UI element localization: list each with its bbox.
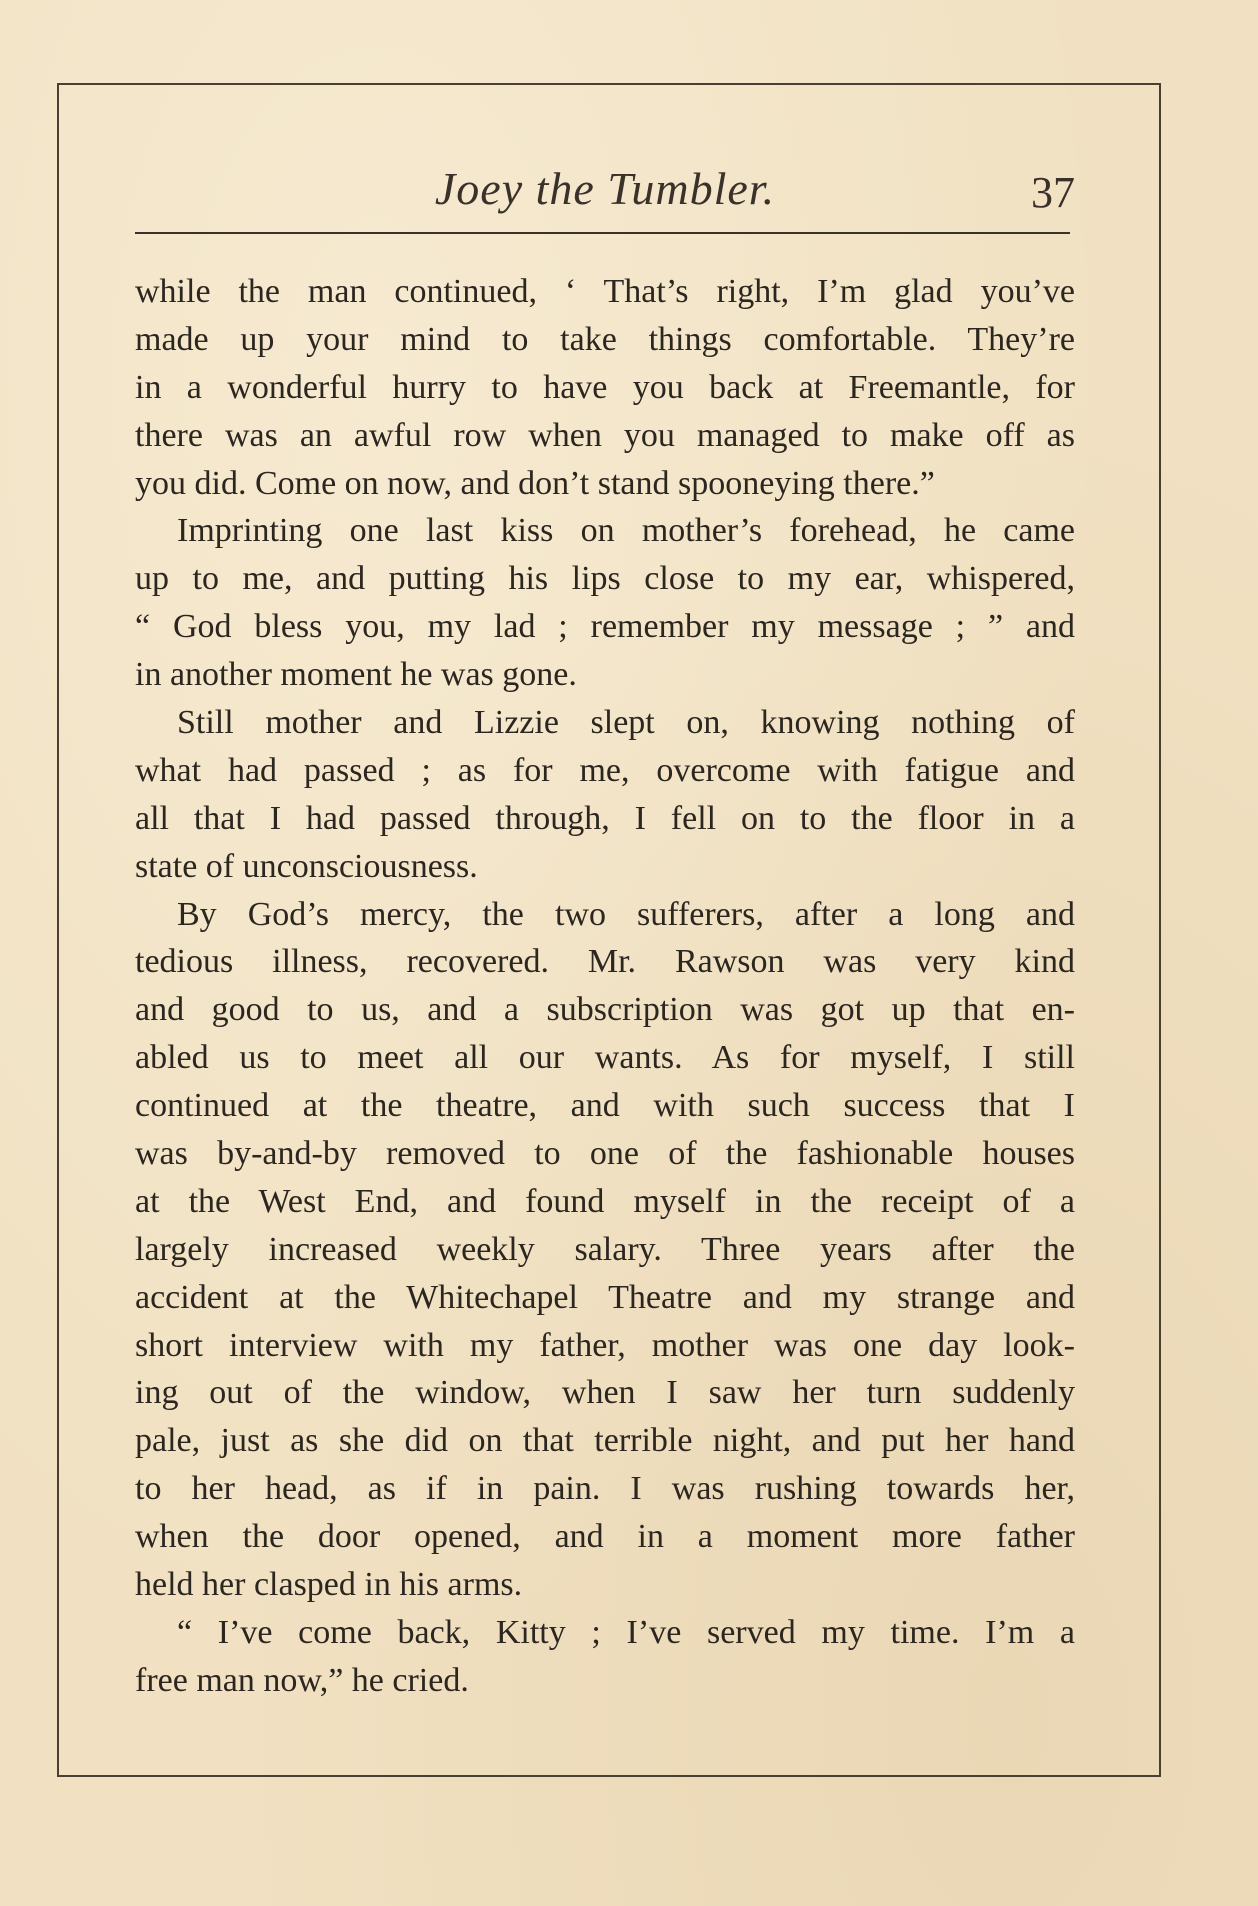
- text-line: Imprinting one last kiss on mother’s forehead, he came: [177, 512, 1075, 550]
- text-line: in a wonderful hurry to have you back at Freemantle, for: [135, 368, 1075, 406]
- paragraph: [135, 891, 1075, 1609]
- text-line: what had passed ; as for me, overcome with fatigue and: [135, 751, 1075, 789]
- text-line: up to me, and putting his lips close to my ear, whispered,: [135, 560, 1075, 598]
- text-line: largely increased weekly salary. Three years after the: [135, 1230, 1075, 1268]
- paragraph: [135, 1609, 1075, 1705]
- header-rule: [135, 232, 1070, 234]
- paragraph: [135, 699, 1075, 891]
- text-line: to her head, as if in pain. I was rushing towards her,: [135, 1470, 1075, 1508]
- text-line: abled us to meet all our wants. As for myself, I still: [135, 1039, 1075, 1077]
- text-line: short interview with my father, mother was one day look-: [135, 1326, 1075, 1364]
- text-line: tedious illness, recovered. Mr. Rawson was very kind: [135, 943, 1075, 981]
- text-line: at the West End, and found myself in the receipt of a: [135, 1182, 1075, 1220]
- text-line: made up your mind to take things comfortable. They’re: [135, 320, 1075, 358]
- text-line: held her clasped in his arms.: [135, 1566, 523, 1604]
- running-head: [135, 158, 1075, 228]
- running-title: Joey the Tumbler.: [434, 163, 776, 214]
- text-line: Still mother and Lizzie slept on, knowing nothing of: [177, 704, 1075, 742]
- text-line: while the man continued, ‘ That’s right, I’m glad you’ve: [135, 273, 1075, 310]
- text-line: continued at the theatre, and with such success that I: [135, 1087, 1075, 1125]
- text-line: you did. Come on now, and don’t stand spooneying there.”: [135, 464, 935, 502]
- text-line: “ God bless you, my lad ; remember my message ; ” and: [135, 608, 1075, 646]
- text-line: was by-and-by removed to one of the fashionable houses: [135, 1135, 1075, 1173]
- text-line: accident at the Whitechapel Theatre and my strange and: [135, 1278, 1075, 1316]
- text-line: free man now,” he cried.: [135, 1661, 469, 1699]
- text-line: By God’s mercy, the two sufferers, after a long and: [177, 895, 1075, 933]
- paragraph: [135, 507, 1075, 699]
- text-line: and good to us, and a subscription was got up that en-: [135, 991, 1075, 1029]
- text-line: in another moment he was gone.: [135, 656, 577, 694]
- text-line: when the door opened, and in a moment more father: [135, 1518, 1075, 1556]
- text-line: there was an awful row when you managed to make off as: [135, 416, 1075, 454]
- text-line: state of unconsciousness.: [135, 847, 478, 885]
- text-line: ing out of the window, when I saw her turn suddenly: [135, 1374, 1075, 1412]
- paragraph: [135, 268, 1075, 507]
- page-number: 37: [1031, 168, 1075, 217]
- text-line: “ I’ve come back, Kitty ; I’ve served my time. I’m a: [177, 1613, 1075, 1651]
- text-line: pale, just as she did on that terrible night, and put her hand: [135, 1422, 1075, 1460]
- body-text: [135, 268, 1075, 1705]
- text-line: all that I had passed through, I fell on to the floor in a: [135, 799, 1075, 837]
